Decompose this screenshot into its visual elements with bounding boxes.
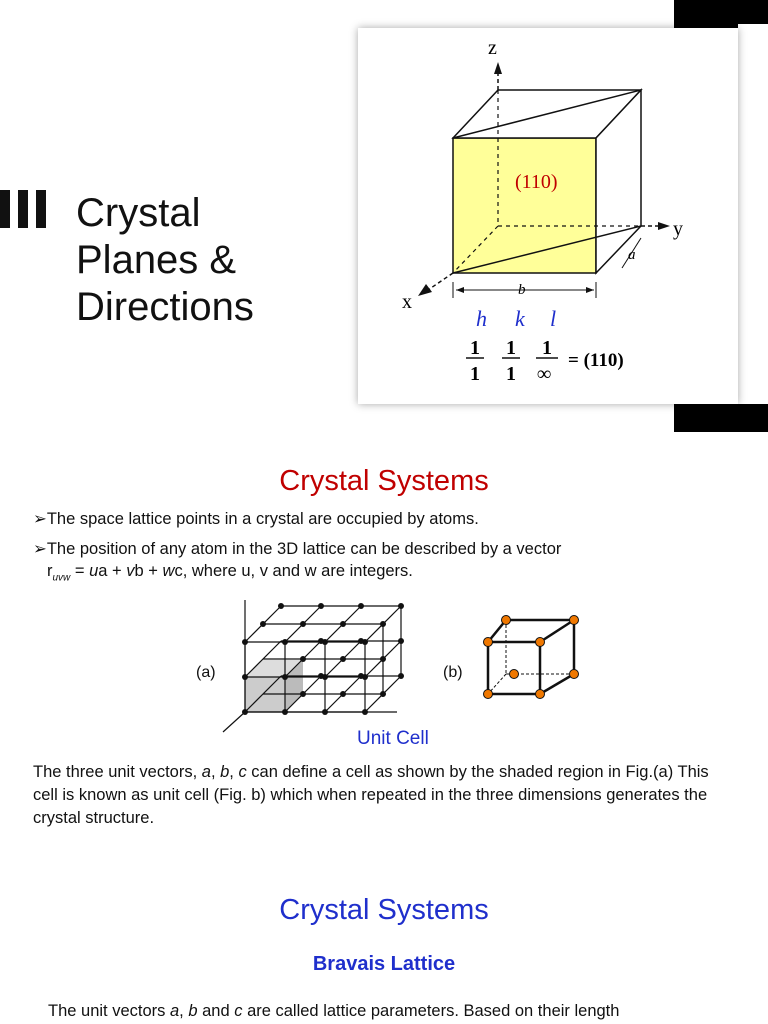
frac1-num: 1 (470, 337, 480, 359)
arrow-bullet-icon: ➢ (33, 540, 47, 558)
unit-cell-paragraph: The three unit vectors, a, b, c can define a cell as shown by the shaded region in Fig.(a) This cell is known as unit cell (Fig. b) which when repeated in the three dimensions generates the crystal structure. (33, 763, 709, 827)
plane-110-figure (358, 28, 738, 404)
title-line-2: Planes & (76, 238, 237, 282)
bullet-lattice-points: ➢The space lattice points in a crystal are occupied by atoms. (33, 510, 479, 528)
frac1-den: 1 (470, 363, 480, 385)
miller-result: = (110) (568, 350, 624, 371)
title-line-3: Directions (76, 285, 254, 329)
unit-cell-diagram (478, 612, 584, 704)
plane-110-diagram (358, 28, 738, 404)
axis-z-label: z (488, 37, 497, 59)
bullet-atom-position: ➢The position of any atom in the 3D lattice can be described by a vector $r_{uvw}$ = ua + vb + wc, where u, v and w are integers. (33, 540, 562, 584)
crystal-systems-heading-2: Crystal Systems (279, 894, 489, 926)
axis-y-label: y (673, 218, 683, 240)
dim-b-label: b (518, 282, 526, 298)
crystal-systems-heading: Crystal Systems (279, 465, 489, 497)
hkl-h: h (476, 306, 487, 331)
title-line-1: Crystal (76, 191, 201, 235)
arrow-bullet-icon: ➢ (33, 510, 47, 528)
frac2-num: 1 (506, 337, 516, 359)
figure-label-a: (a) (196, 664, 216, 681)
space-lattice-diagram (215, 592, 415, 742)
bravais-lattice-subheading: Bravais Lattice (312, 953, 456, 975)
frac3-num: 1 (542, 337, 552, 359)
frac3-den: ∞ (537, 363, 552, 385)
slide-title (76, 190, 254, 331)
lattice-parameters-paragraph: The unit vectors a, b and c are called lattice parameters. Based on their length (48, 1002, 620, 1020)
unit-cell-caption: Unit Cell (357, 728, 429, 749)
figure-label-b: (b) (443, 664, 463, 681)
slide-side-bar-gap (738, 24, 768, 404)
hkl-l: l (550, 306, 557, 331)
axis-x-label: x (402, 291, 412, 313)
plane-label-110: (110) (515, 171, 558, 193)
hkl-k: k (515, 306, 525, 331)
dim-a-label: a (628, 247, 636, 263)
frac2-den: 1 (506, 363, 516, 385)
plane-front-face (453, 138, 596, 273)
